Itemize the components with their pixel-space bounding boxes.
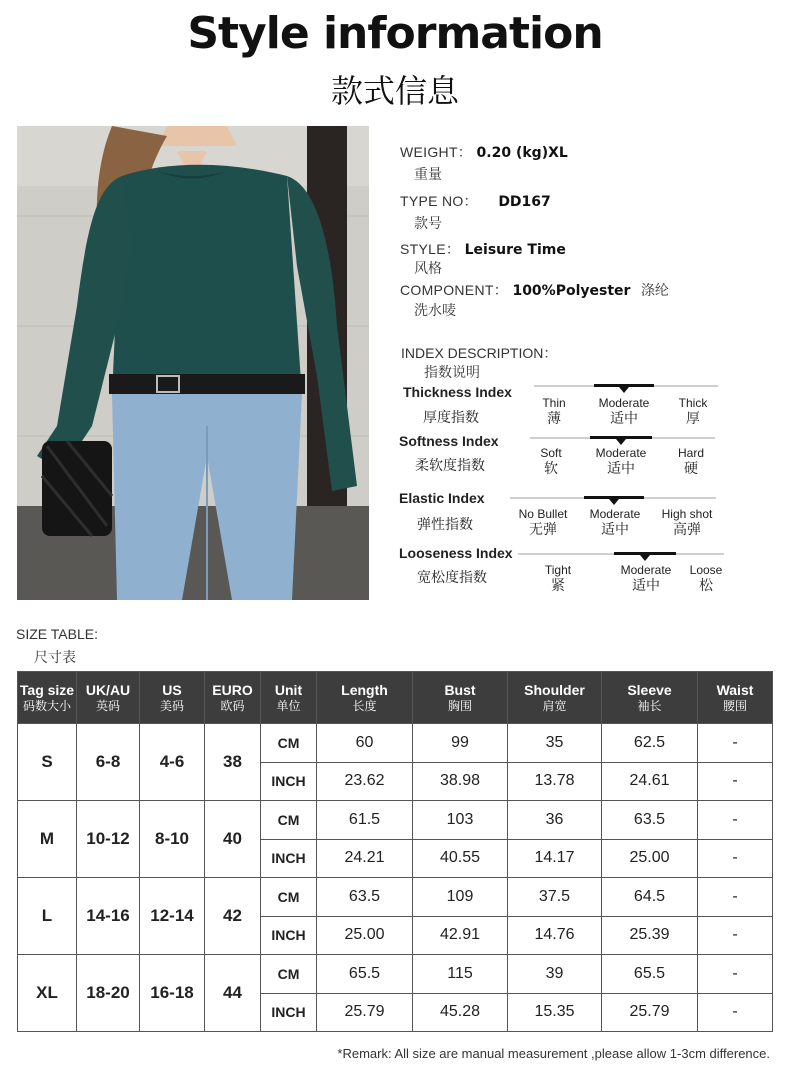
- elastic-marker-icon: [609, 499, 619, 505]
- type-label: TYPE NO：: [400, 193, 478, 209]
- sleeve-cell: 25.00: [602, 839, 698, 878]
- header-waist: Waist 腰围: [698, 672, 773, 724]
- sleeve-cell: 24.61: [602, 762, 698, 801]
- softness-option-hard: Hard 硬: [677, 446, 704, 477]
- looseness-option-loose: Loose 松: [689, 563, 723, 594]
- page-subtitle: 款式信息: [330, 72, 459, 110]
- softness-index-label: Softness Index: [399, 433, 499, 449]
- length-cell: 25.00: [317, 916, 413, 955]
- length-cell: 61.5: [317, 801, 413, 840]
- length-cell: 60: [317, 724, 413, 763]
- header-shoulder: Shoulder 肩宽: [508, 672, 602, 724]
- thickness-index-label: Thickness Index: [403, 384, 512, 400]
- shoulder-cell: 39: [508, 955, 602, 994]
- header-sleeve: Sleeve 袖长: [602, 672, 698, 724]
- type-value: DD167: [498, 194, 551, 210]
- waist-cell: -: [698, 801, 773, 840]
- us-size-cell: 16-18: [140, 955, 205, 1032]
- elastic-option-no-bullet: No Bullet 无弹: [518, 507, 568, 538]
- length-cell: 23.62: [317, 762, 413, 801]
- length-cell: 25.79: [317, 993, 413, 1032]
- uk-size-cell: 10-12: [77, 801, 140, 878]
- waist-cell: -: [698, 762, 773, 801]
- unit-cell: CM: [261, 955, 317, 994]
- weight-label: WEIGHT：: [400, 144, 473, 160]
- tag-size-cell: S: [18, 724, 77, 801]
- component-value-cn: 涤纶: [640, 283, 669, 299]
- shoulder-cell: 14.17: [508, 839, 602, 878]
- size-table-label: SIZE TABLE:: [16, 626, 98, 642]
- bust-cell: 103: [413, 801, 508, 840]
- waist-cell: -: [698, 993, 773, 1032]
- waist-cell: -: [698, 839, 773, 878]
- sleeve-cell: 64.5: [602, 878, 698, 917]
- header-tag-size: Tag size 码数大小: [18, 672, 77, 724]
- component-value: 100%Polyester: [512, 283, 631, 299]
- softness-option-moderate: Moderate 适中: [595, 446, 647, 477]
- bust-cell: 109: [413, 878, 508, 917]
- euro-size-cell: 40: [205, 801, 261, 878]
- header-uk-au: UK/AU 英码: [77, 672, 140, 724]
- product-photo: [17, 126, 369, 600]
- style-label-cn: 风格: [414, 261, 442, 277]
- thickness-option-thin: Thin 薄: [542, 396, 566, 427]
- length-cell: 65.5: [317, 955, 413, 994]
- bust-cell: 115: [413, 955, 508, 994]
- thickness-index-label-cn: 厚度指数: [423, 410, 479, 426]
- header-us: US 美码: [140, 672, 205, 724]
- bust-cell: 38.98: [413, 762, 508, 801]
- style-label: STYLE：: [400, 241, 461, 257]
- tag-size-cell: XL: [18, 955, 77, 1032]
- unit-cell: CM: [261, 724, 317, 763]
- uk-size-cell: 18-20: [77, 955, 140, 1032]
- tag-size-cell: M: [18, 801, 77, 878]
- thickness-option-thick: Thick 厚: [678, 396, 708, 427]
- shoulder-cell: 36: [508, 801, 602, 840]
- looseness-option-tight: Tight 紧: [544, 563, 572, 594]
- us-size-cell: 4-6: [140, 724, 205, 801]
- unit-cell: CM: [261, 878, 317, 917]
- looseness-marker-icon: [640, 555, 650, 561]
- size-table-header-row: [18, 672, 773, 724]
- bust-cell: 40.55: [413, 839, 508, 878]
- elastic-option-high-shot: High shot 高弹: [661, 507, 713, 538]
- bust-cell: 99: [413, 724, 508, 763]
- table-row-xl-cm: [18, 955, 773, 994]
- weight-value: 0.20 (kg)XL: [476, 145, 568, 161]
- size-table: [17, 671, 773, 1032]
- waist-cell: -: [698, 724, 773, 763]
- waist-cell: -: [698, 955, 773, 994]
- sleeve-cell: 63.5: [602, 801, 698, 840]
- euro-size-cell: 42: [205, 878, 261, 955]
- uk-size-cell: 6-8: [77, 724, 140, 801]
- thickness-marker-icon: [619, 387, 629, 393]
- weight-row: [400, 142, 568, 162]
- us-size-cell: 12-14: [140, 878, 205, 955]
- component-label-cn: 洗水唛: [414, 303, 456, 319]
- table-row-m-cm: [18, 801, 773, 840]
- tag-size-cell: L: [18, 878, 77, 955]
- unit-cell: INCH: [261, 993, 317, 1032]
- softness-index-label-cn: 柔软度指数: [415, 458, 485, 474]
- remark-note: *Remark: All size are manual measurement ,please allow 1-3cm difference.: [337, 1046, 770, 1061]
- looseness-option-moderate: Moderate 适中: [620, 563, 672, 594]
- component-row: [400, 280, 669, 300]
- length-cell: 63.5: [317, 878, 413, 917]
- header-euro: EURO 欧码: [205, 672, 261, 724]
- unit-cell: CM: [261, 801, 317, 840]
- unit-cell: INCH: [261, 839, 317, 878]
- shoulder-cell: 13.78: [508, 762, 602, 801]
- weight-label-cn: 重量: [414, 167, 442, 183]
- size-table-label-cn: 尺寸表: [34, 650, 76, 666]
- type-row: [400, 191, 551, 211]
- unit-cell: INCH: [261, 916, 317, 955]
- elastic-option-moderate: Moderate 适中: [589, 507, 641, 538]
- bust-cell: 42.91: [413, 916, 508, 955]
- sleeve-cell: 25.39: [602, 916, 698, 955]
- sleeve-cell: 25.79: [602, 993, 698, 1032]
- table-row-s-cm: [18, 724, 773, 763]
- elastic-index-label-cn: 弹性指数: [417, 517, 473, 533]
- header-length: Length 长度: [317, 672, 413, 724]
- component-label: COMPONENT：: [400, 282, 508, 298]
- euro-size-cell: 44: [205, 955, 261, 1032]
- elastic-index-label: Elastic Index: [399, 490, 485, 506]
- type-label-cn: 款号: [414, 216, 442, 232]
- sleeve-cell: 65.5: [602, 955, 698, 994]
- header-unit: Unit 单位: [261, 672, 317, 724]
- uk-size-cell: 14-16: [77, 878, 140, 955]
- header-bust: Bust 胸围: [413, 672, 508, 724]
- shoulder-cell: 14.76: [508, 916, 602, 955]
- sleeve-cell: 62.5: [602, 724, 698, 763]
- thickness-option-moderate: Moderate 适中: [598, 396, 650, 427]
- page-title: Style information: [187, 8, 603, 59]
- length-cell: 24.21: [317, 839, 413, 878]
- waist-cell: -: [698, 878, 773, 917]
- us-size-cell: 8-10: [140, 801, 205, 878]
- bust-cell: 45.28: [413, 993, 508, 1032]
- shoulder-cell: 35: [508, 724, 602, 763]
- index-title-cn: 指数说明: [424, 365, 480, 381]
- shoulder-cell: 15.35: [508, 993, 602, 1032]
- index-title: INDEX DESCRIPTION：: [401, 345, 558, 361]
- table-row-l-cm: [18, 878, 773, 917]
- softness-option-soft: Soft 软: [540, 446, 562, 477]
- unit-cell: INCH: [261, 762, 317, 801]
- euro-size-cell: 38: [205, 724, 261, 801]
- style-value: Leisure Time: [464, 242, 566, 258]
- waist-cell: -: [698, 916, 773, 955]
- looseness-index-label: Looseness Index: [399, 545, 513, 561]
- style-row: [400, 239, 566, 259]
- shoulder-cell: 37.5: [508, 878, 602, 917]
- looseness-index-label-cn: 宽松度指数: [417, 570, 487, 586]
